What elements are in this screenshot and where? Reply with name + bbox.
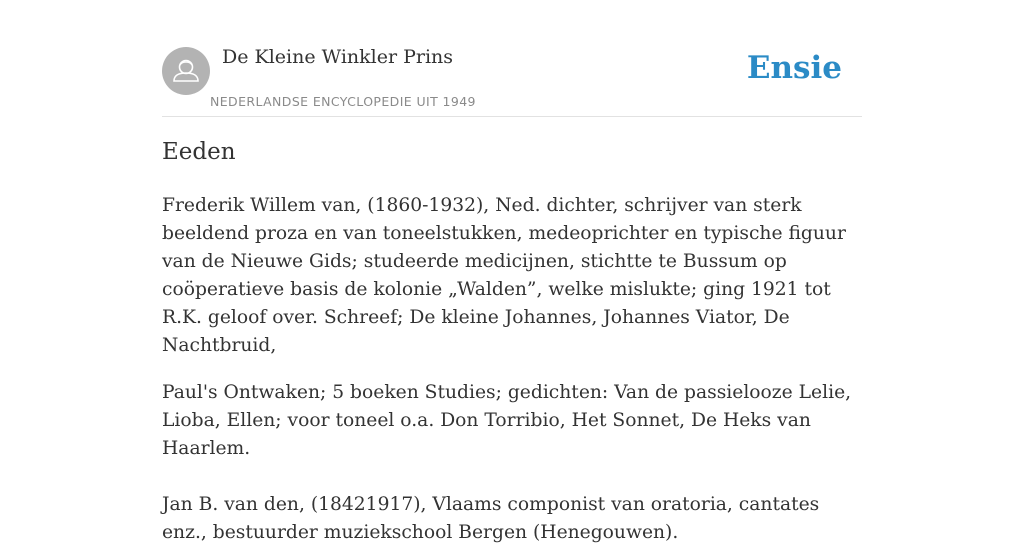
avatar-glyph bbox=[162, 47, 210, 95]
user-icon[interactable] bbox=[162, 47, 210, 95]
entry-body bbox=[162, 192, 862, 547]
entry-paragraph: Frederik Willem van, (1860-1932), Ned. dichter, schrijver van sterk beeldend proza en van toneelstukken, medeoprichter en typische figuur van de Nieuwe Gids; studeerde medicijnen, stichtte te Bussum op coöperatieve basis de kolonie „Walden”, welke mislukte; ging 1921 tot R.K. geloof over. Schreef; De kleine Johannes, Johannes Viator, De Nachtbruid, bbox=[162, 195, 846, 356]
source-header bbox=[162, 46, 862, 117]
source-subtitle: NEDERLANDSE ENCYCLOPEDIE UIT 1949 bbox=[210, 94, 476, 109]
ensie-logo[interactable]: Ensie bbox=[746, 50, 842, 86]
source-title[interactable]: De Kleine Winkler Prins bbox=[222, 46, 454, 68]
entry-paragraph: Jan B. van den, (18421917), Vlaams componist van oratoria, cantates enz., bestuurder muziekschool Bergen (Henegouwen). bbox=[162, 494, 820, 543]
entry-title: Eeden bbox=[162, 139, 236, 165]
entry-paragraph: Paul's Ontwaken; 5 boeken Studies; gedichten: Van de passielooze Lelie, Lioba, Ellen; voor toneel o.a. Don Torribio, Het Sonnet, De Heks van Haarlem. bbox=[162, 382, 852, 459]
